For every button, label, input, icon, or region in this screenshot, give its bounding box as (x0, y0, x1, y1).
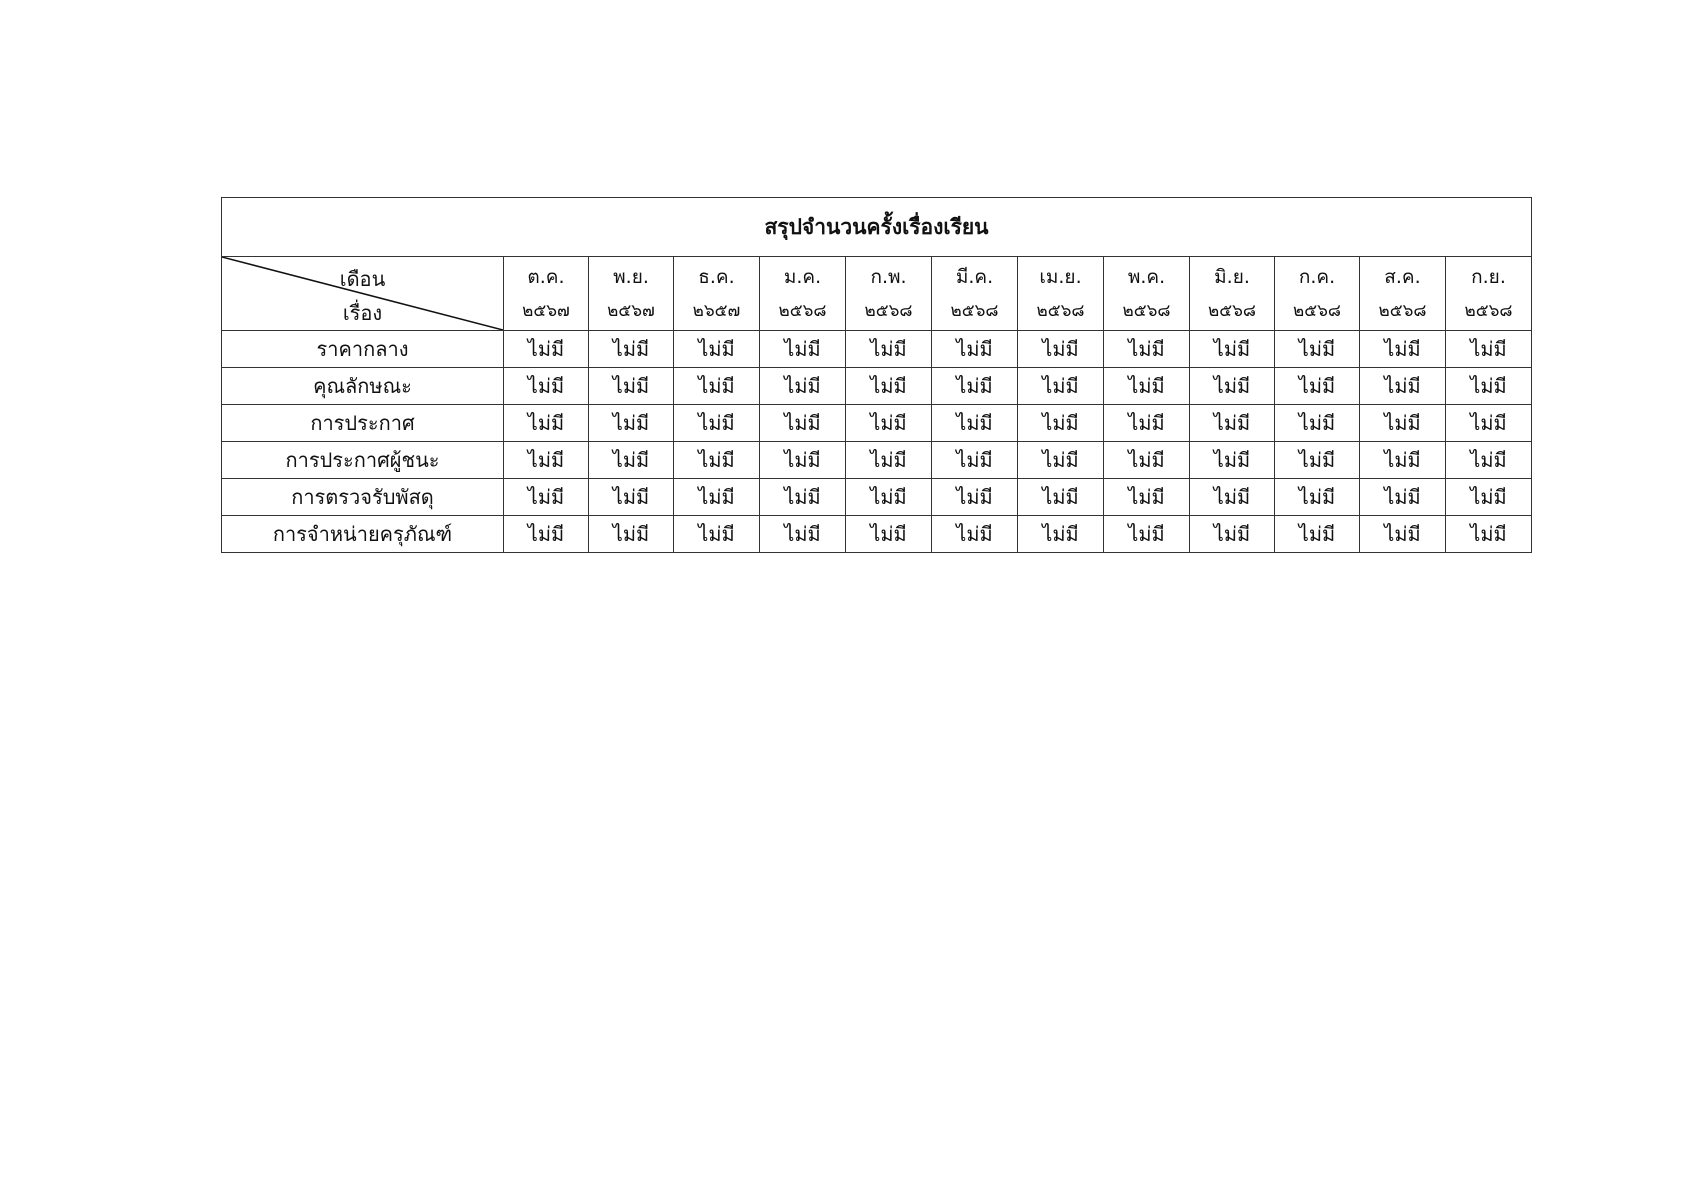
row-topic-label: การประกาศผู้ชนะ (222, 442, 504, 479)
value-cell: ไม่มี (1360, 331, 1446, 368)
month-name: ส.ค. (1384, 265, 1421, 288)
value-cell: ไม่มี (1104, 479, 1190, 516)
value-cell: ไม่มี (846, 516, 932, 553)
value-cell: ไม่มี (1446, 479, 1532, 516)
value-cell: ไม่มี (846, 405, 932, 442)
value-cell: ไม่มี (1446, 368, 1532, 405)
month-name: พ.ค. (1127, 265, 1166, 288)
month-header-cell (1190, 257, 1275, 331)
month-name: ม.ค. (783, 265, 822, 288)
month-year: ๒๕๖๘ (1378, 300, 1427, 321)
month-header-cell (1360, 257, 1446, 331)
month-year: ๒๕๖๗ (522, 300, 570, 321)
month-name: ก.พ. (870, 265, 907, 288)
value-cell: ไม่มี (1360, 405, 1446, 442)
value-cell: ไม่มี (674, 442, 760, 479)
month-header-cell (846, 257, 932, 331)
value-cell: ไม่มี (504, 479, 589, 516)
month-name: ธ.ค. (698, 265, 735, 288)
value-cell: ไม่มี (1190, 516, 1275, 553)
value-cell: ไม่มี (589, 368, 674, 405)
value-cell: ไม่มี (1275, 442, 1360, 479)
value-cell: ไม่มี (932, 368, 1018, 405)
month-header-cell (932, 257, 1018, 331)
month-header-cell (1104, 257, 1190, 331)
value-cell: ไม่มี (1018, 479, 1104, 516)
value-cell: ไม่มี (1360, 442, 1446, 479)
value-cell: ไม่มี (674, 516, 760, 553)
month-year: ๒๕๖๘ (950, 300, 999, 321)
value-cell: ไม่มี (932, 479, 1018, 516)
value-cell: ไม่มี (504, 516, 589, 553)
table-row (222, 516, 1532, 553)
month-header-cell (589, 257, 674, 331)
value-cell: ไม่มี (1275, 516, 1360, 553)
month-year: ๒๕๖๘ (1208, 300, 1256, 321)
month-header-cell (674, 257, 760, 331)
corner-header-cell (222, 257, 504, 331)
summary-table (221, 197, 1532, 553)
value-cell: ไม่มี (1104, 405, 1190, 442)
month-year: ๒๕๖๗ (607, 300, 655, 321)
value-cell: ไม่มี (1360, 479, 1446, 516)
value-cell: ไม่มี (760, 405, 846, 442)
corner-month-label: เดือน (339, 267, 386, 291)
value-cell: ไม่มี (1446, 442, 1532, 479)
row-topic-label: ราคากลาง (222, 331, 504, 368)
value-cell: ไม่มี (1446, 331, 1532, 368)
value-cell: ไม่มี (1190, 331, 1275, 368)
month-name: มิ.ย. (1214, 265, 1250, 288)
value-cell: ไม่มี (760, 368, 846, 405)
value-cell: ไม่มี (932, 405, 1018, 442)
value-cell: ไม่มี (674, 405, 760, 442)
value-cell: ไม่มี (1360, 516, 1446, 553)
value-cell: ไม่มี (674, 331, 760, 368)
value-cell: ไม่มี (1275, 479, 1360, 516)
row-topic-label: การตรวจรับพัสดุ (222, 479, 504, 516)
month-year: ๒๕๖๘ (1122, 300, 1171, 321)
value-cell: ไม่มี (932, 442, 1018, 479)
month-header-cell (760, 257, 846, 331)
value-cell: ไม่มี (589, 479, 674, 516)
month-header-cell (1446, 257, 1532, 331)
value-cell: ไม่มี (1190, 368, 1275, 405)
value-cell: ไม่มี (846, 442, 932, 479)
table-body (222, 331, 1532, 553)
month-year: ๒๖๕๗ (692, 300, 741, 321)
month-header-cell (1018, 257, 1104, 331)
value-cell: ไม่มี (1018, 331, 1104, 368)
month-year: ๒๕๖๘ (1464, 300, 1513, 321)
table-row (222, 405, 1532, 442)
month-name: มี.ค. (955, 265, 994, 288)
table-row (222, 442, 1532, 479)
value-cell: ไม่มี (504, 331, 589, 368)
value-cell: ไม่มี (846, 479, 932, 516)
value-cell: ไม่มี (1446, 516, 1532, 553)
month-header-cell (1275, 257, 1360, 331)
value-cell: ไม่มี (589, 442, 674, 479)
value-cell: ไม่มี (846, 331, 932, 368)
row-topic-label: คุณลักษณะ (222, 368, 504, 405)
value-cell: ไม่มี (589, 331, 674, 368)
value-cell: ไม่มี (1275, 405, 1360, 442)
table-row (222, 368, 1532, 405)
table-row (222, 331, 1532, 368)
value-cell: ไม่มี (1104, 516, 1190, 553)
month-name: ต.ค. (527, 265, 565, 288)
value-cell: ไม่มี (1360, 368, 1446, 405)
value-cell: ไม่มี (1018, 516, 1104, 553)
value-cell: ไม่มี (846, 368, 932, 405)
value-cell: ไม่มี (1018, 405, 1104, 442)
value-cell: ไม่มี (589, 405, 674, 442)
value-cell: ไม่มี (589, 516, 674, 553)
month-year: ๒๕๖๘ (778, 300, 827, 321)
month-year: ๒๕๖๘ (1036, 300, 1085, 321)
value-cell: ไม่มี (1446, 405, 1532, 442)
value-cell: ไม่มี (1018, 368, 1104, 405)
month-name: เม.ย. (1039, 265, 1082, 288)
value-cell: ไม่มี (504, 368, 589, 405)
value-cell: ไม่มี (932, 516, 1018, 553)
value-cell: ไม่มี (674, 479, 760, 516)
value-cell: ไม่มี (1190, 405, 1275, 442)
value-cell: ไม่มี (1190, 442, 1275, 479)
value-cell: ไม่มี (1275, 331, 1360, 368)
month-name: ก.ค. (1298, 265, 1336, 288)
row-topic-label: การประกาศ (222, 405, 504, 442)
month-header-cell (504, 257, 589, 331)
month-year: ๒๕๖๘ (864, 300, 913, 321)
value-cell: ไม่มี (674, 368, 760, 405)
corner-topic-label: เรื่อง (342, 301, 383, 325)
value-cell: ไม่มี (760, 516, 846, 553)
value-cell: ไม่มี (1104, 368, 1190, 405)
month-name: พ.ย. (613, 265, 649, 288)
month-header-row (222, 257, 1532, 331)
value-cell: ไม่มี (1190, 479, 1275, 516)
row-topic-label: การจำหน่ายครุภัณฑ์ (222, 516, 504, 553)
value-cell: ไม่มี (1275, 368, 1360, 405)
value-cell: ไม่มี (504, 442, 589, 479)
value-cell: ไม่มี (760, 442, 846, 479)
value-cell: ไม่มี (504, 405, 589, 442)
value-cell: ไม่มี (932, 331, 1018, 368)
value-cell: ไม่มี (760, 331, 846, 368)
value-cell: ไม่มี (760, 479, 846, 516)
table-title: สรุปจำนวนครั้งเรื่องเรียน (222, 198, 1532, 257)
month-name: ก.ย. (1471, 265, 1506, 288)
table-row (222, 479, 1532, 516)
value-cell: ไม่มี (1018, 442, 1104, 479)
month-year: ๒๕๖๘ (1293, 300, 1341, 321)
value-cell: ไม่มี (1104, 442, 1190, 479)
value-cell: ไม่มี (1104, 331, 1190, 368)
